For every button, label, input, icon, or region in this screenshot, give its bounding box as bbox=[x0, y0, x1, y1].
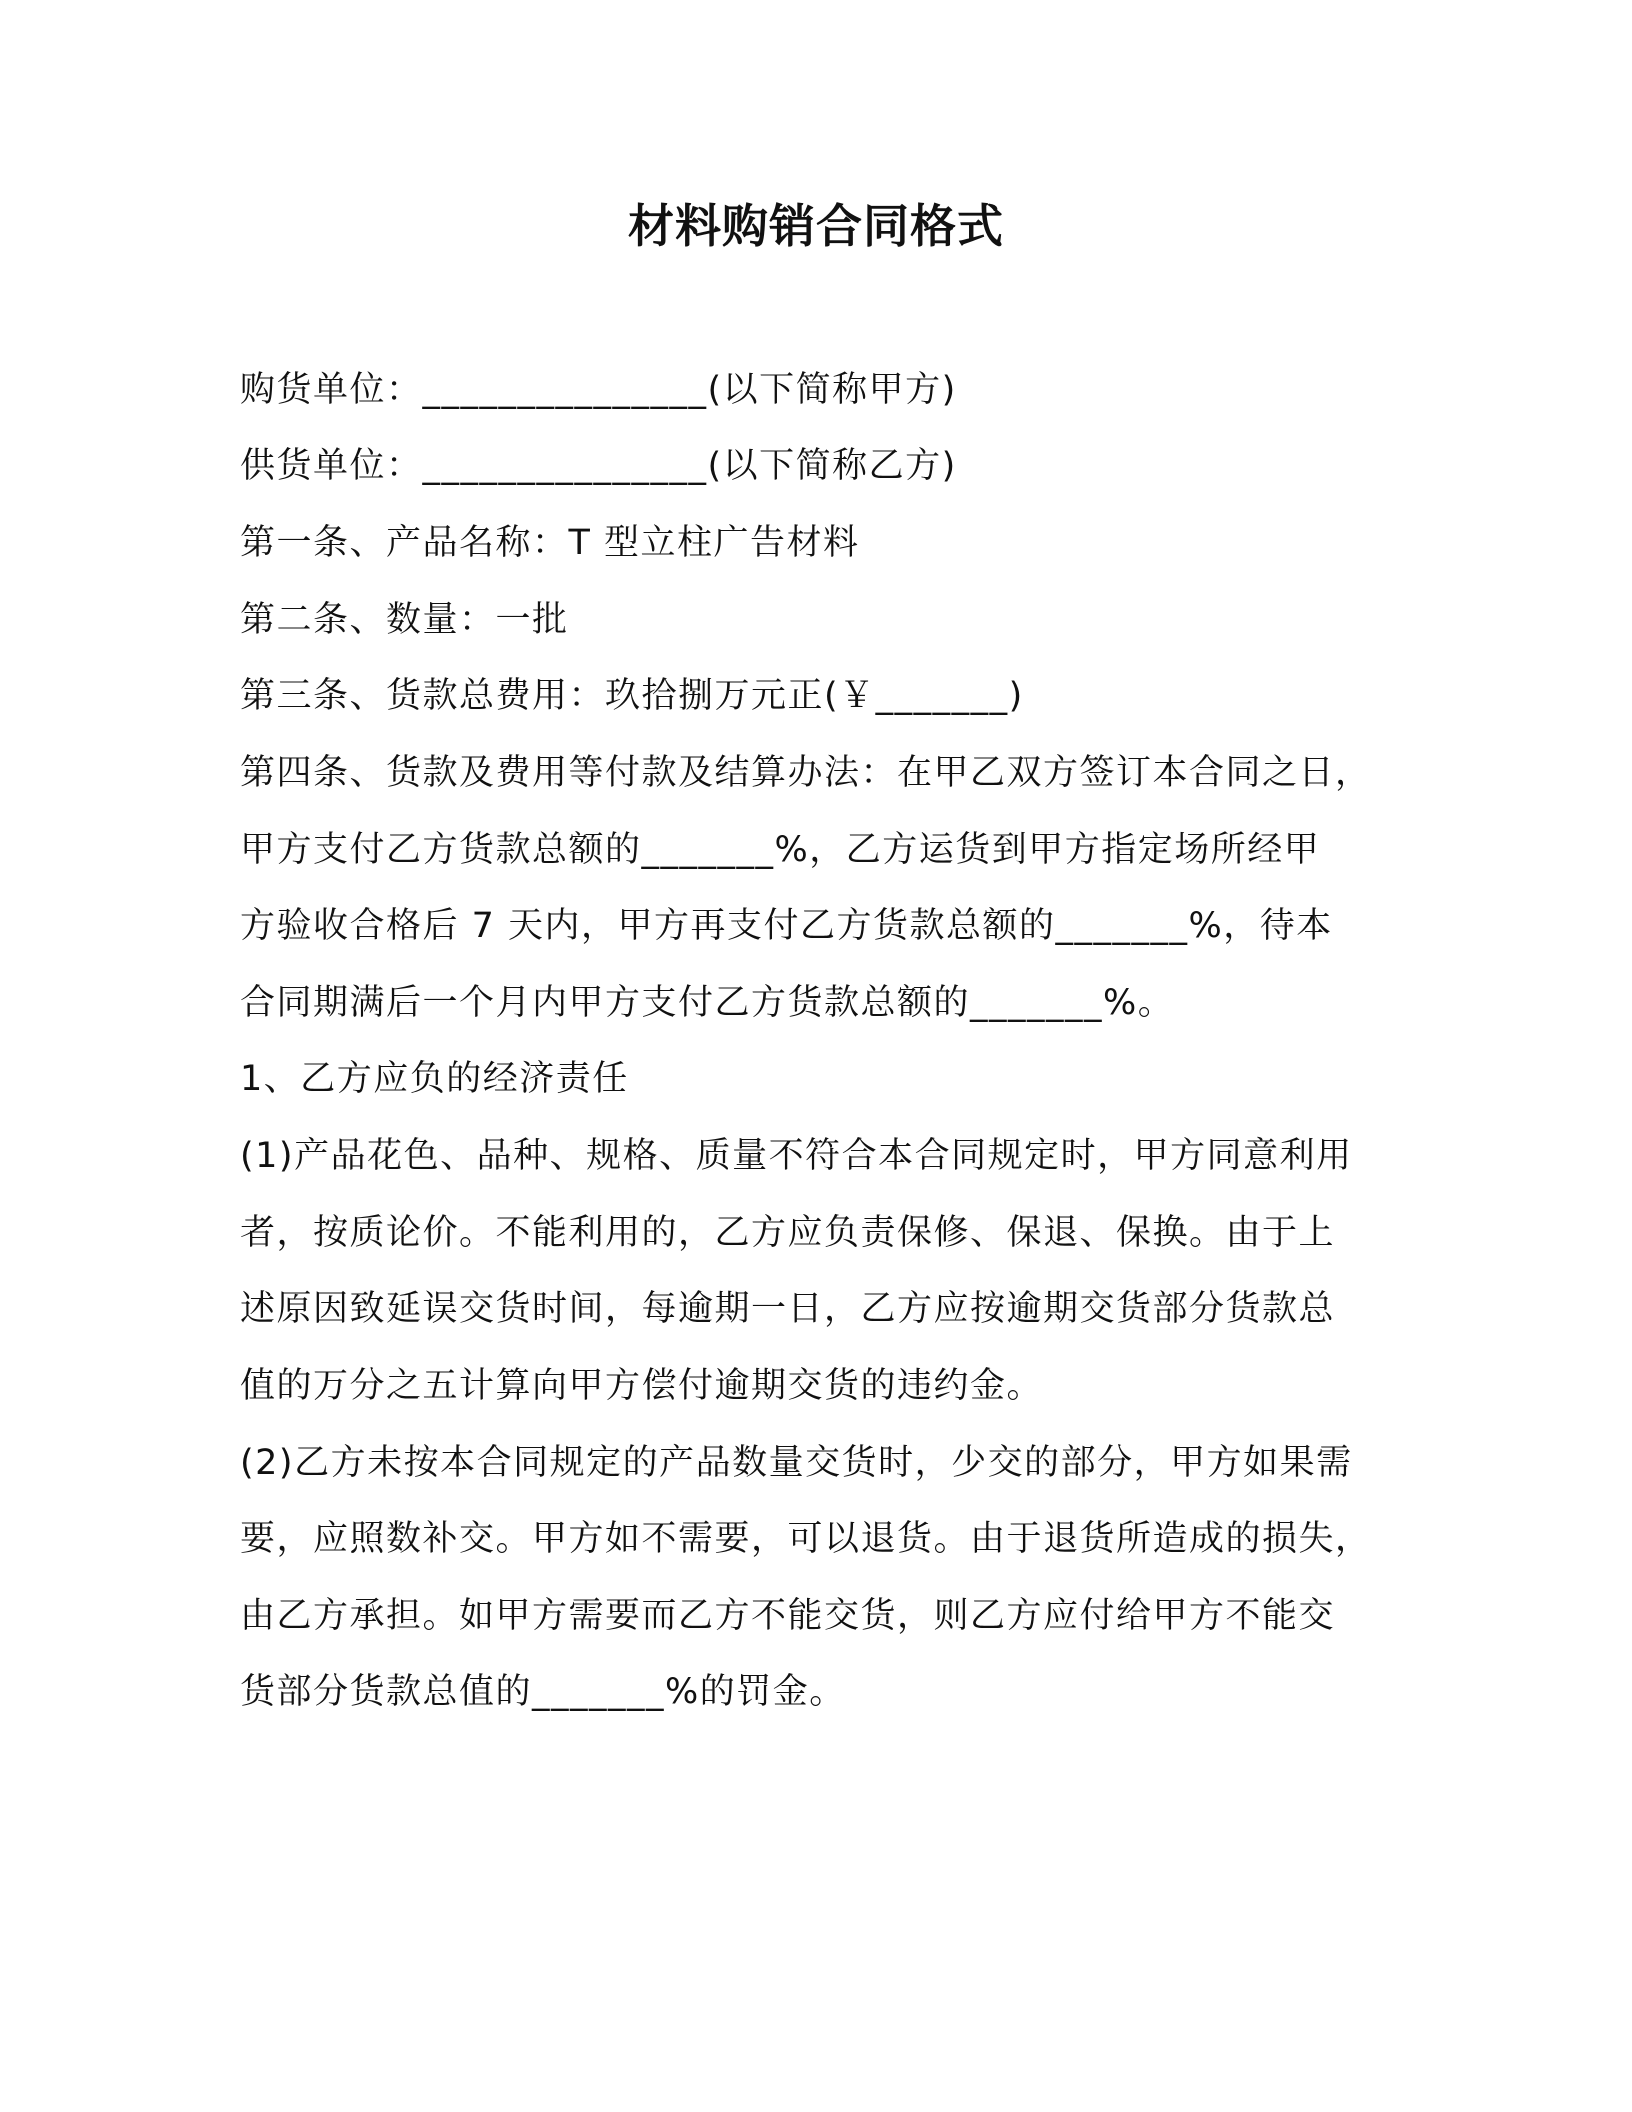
paragraph-line: 由乙方承担。如甲方需要而乙方不能交货，则乙方应付给甲方不能交 bbox=[240, 1596, 1336, 1636]
paragraph-line: 者，按质论价。不能利用的，乙方应负责保修、保退、保换。由于上 bbox=[240, 1213, 1336, 1253]
paragraph-line: 述原因致延误交货时间，每逾期一日，乙方应按逾期交货部分货款总 bbox=[240, 1289, 1336, 1329]
article-4-line: 第四条、货款及费用等付款及结算办法：在甲乙双方签订本合同之日， bbox=[240, 753, 1372, 793]
document-title: 材料购销合同格式 bbox=[628, 199, 1004, 253]
article-1-line: 第一条、产品名称：T 型立柱广告材料 bbox=[240, 523, 860, 563]
article-2-line: 第二条、数量：一批 bbox=[240, 600, 569, 640]
clause-1-line: (1)产品花色、品种、规格、质量不符合本合同规定时，甲方同意利用 bbox=[240, 1136, 1353, 1176]
section-heading: 1、乙方应负的经济责任 bbox=[240, 1059, 629, 1099]
paragraph-line: 要，应照数补交。甲方如不需要，可以退货。由于退货所造成的损失， bbox=[240, 1519, 1372, 1559]
supplier-line: 供货单位：_______________(以下简称乙方) bbox=[240, 446, 957, 486]
paragraph-line: 合同期满后一个月内甲方支付乙方货款总额的_______%。 bbox=[240, 983, 1175, 1023]
buyer-line: 购货单位：_______________(以下简称甲方) bbox=[240, 370, 957, 410]
paragraph-line: 货部分货款总值的_______%的罚金。 bbox=[240, 1672, 846, 1712]
paragraph-line: 甲方支付乙方货款总额的_______%，乙方运货到甲方指定场所经甲 bbox=[240, 830, 1321, 870]
paragraph-line: 值的万分之五计算向甲方偿付逾期交货的违约金。 bbox=[240, 1366, 1044, 1406]
clause-2-line: (2)乙方未按本合同规定的产品数量交货时，少交的部分，甲方如果需 bbox=[240, 1443, 1353, 1483]
paragraph-line: 方验收合格后 7 天内，甲方再支付乙方货款总额的_______%，待本 bbox=[240, 906, 1333, 946]
article-3-line: 第三条、货款总费用：玖拾捌万元正(￥_______) bbox=[240, 676, 1024, 716]
